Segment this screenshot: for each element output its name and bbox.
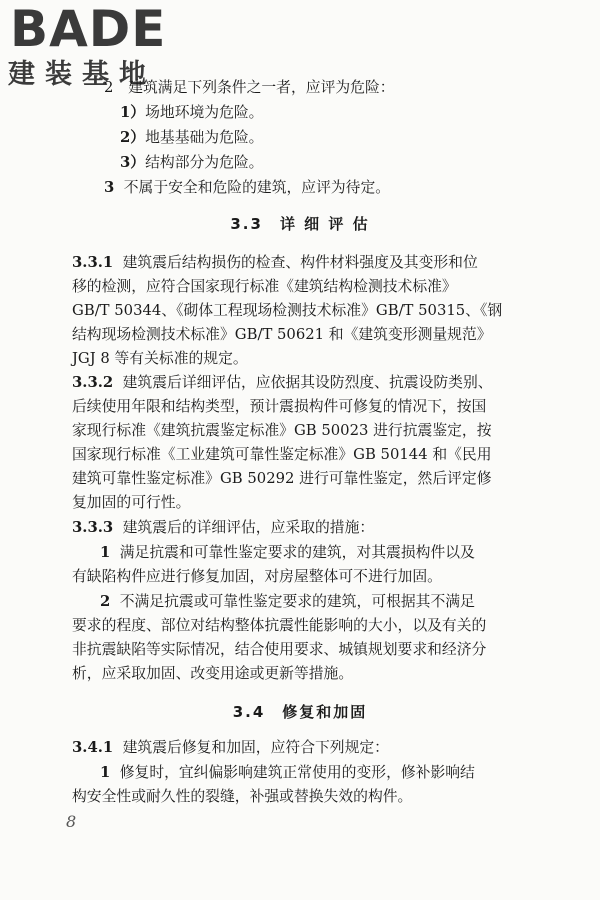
list-item bbox=[120, 103, 263, 123]
item-text: 不满足抗震或可靠性鉴定要求的建筑，可根据其不满足 bbox=[119, 593, 475, 610]
logo-wordmark: BADE bbox=[10, 0, 167, 58]
list-item bbox=[120, 128, 263, 148]
section-heading-3-4: 3.4 修复和加固 bbox=[232, 703, 368, 721]
clause-text: 建筑震后详细评估，应依据其设防烈度、抗震设防类别、 bbox=[122, 374, 493, 391]
item-text: 满足抗震和可靠性鉴定要求的建筑，对其震损构件以及 bbox=[119, 544, 475, 561]
clause-text-line: GB/T 50344、《砌体工程现场检测技术标准》GB/T 50315、《钢 bbox=[72, 302, 503, 319]
clause-text-line: 后续使用年限和结构类型，预计震损构件可修复的情况下，按国 bbox=[72, 398, 487, 415]
list-item-text: 结构部分为危险。 bbox=[145, 154, 264, 171]
clause-number: 3.3.1 bbox=[72, 254, 114, 271]
page-number: 8 bbox=[66, 812, 77, 831]
clause-number: 3.3.3 bbox=[72, 519, 114, 536]
clause-text-line: 要求的程度、部位对结构整体抗震性能影响的大小，以及有关的 bbox=[72, 617, 487, 634]
logo-subtitle: 建装基地 bbox=[8, 59, 156, 90]
clause-text-line: 构安全性或耐久性的裂缝，补强或替换失效的构件。 bbox=[72, 788, 413, 805]
item-number: 1 bbox=[100, 544, 111, 561]
clause-text-line: 有缺陷构件应进行修复加固，对房屋整体可不进行加固。 bbox=[72, 568, 442, 585]
clause-number: 3.3.2 bbox=[72, 374, 114, 391]
list-item-number: 3 bbox=[104, 179, 115, 196]
list-item bbox=[104, 178, 390, 198]
list-item bbox=[120, 153, 263, 173]
item-number: 2 bbox=[100, 593, 111, 610]
clause-3-3-2 bbox=[72, 373, 493, 393]
item-text: 修复时，宜纠偏影响建筑正常使用的变形，修补影响结 bbox=[119, 764, 475, 781]
list-item-text: 不属于安全和危险的建筑，应评为待定。 bbox=[123, 179, 391, 196]
clause-text-line: 析，应采取加固、改变用途或更新等措施。 bbox=[72, 665, 354, 682]
clause-3-4-1 bbox=[72, 738, 389, 758]
clause-text: 建筑震后结构损伤的检查、构件材料强度及其变形和位 bbox=[122, 254, 478, 271]
clause-number: 3.4.1 bbox=[72, 739, 114, 756]
list-item-number: 1） bbox=[120, 104, 146, 121]
list-item-text: 场地环境为危险。 bbox=[145, 104, 264, 121]
clause-text-line: 复加固的可行性。 bbox=[72, 494, 191, 511]
clause-3-3-3 bbox=[72, 518, 374, 538]
clause-3-2-item-2-intro: 2 建筑满足下列条件之一者，应评为危险： bbox=[104, 79, 395, 96]
clause-item bbox=[100, 763, 475, 783]
clause-item bbox=[100, 592, 475, 612]
clause-text-line: 非抗震缺陷等实际情况，结合使用要求、城镇规划要求和经济分 bbox=[72, 641, 487, 658]
section-heading-3-3: 3.3 详 细 评 估 bbox=[230, 215, 370, 233]
clause-text-line: 移的检测，应符合国家现行标准《建筑结构检测技术标准》 bbox=[72, 278, 457, 295]
clause-text-line: 国家现行标准《工业建筑可靠性鉴定标准》GB 50144 和《民用 bbox=[72, 446, 492, 463]
clause-text: 建筑震后的详细评估，应采取的措施： bbox=[122, 519, 375, 536]
clause-3-3-1 bbox=[72, 253, 478, 273]
clause-text-line: 建筑可靠性鉴定标准》GB 50292 进行可靠性鉴定，然后评定修 bbox=[72, 470, 492, 487]
clause-text: 建筑震后修复和加固，应符合下列规定： bbox=[122, 739, 389, 756]
clause-text-line: 结构现场检测技术标准》GB/T 50621 和《建筑变形测量规范》 bbox=[72, 326, 492, 343]
list-item-number: 2） bbox=[120, 129, 146, 146]
item-number: 1 bbox=[100, 764, 111, 781]
list-item-text: 地基基础为危险。 bbox=[145, 129, 264, 146]
clause-text-line: 家现行标准《建筑抗震鉴定标准》GB 50023 进行抗震鉴定，按 bbox=[72, 422, 492, 439]
clause-item bbox=[100, 543, 475, 563]
clause-text-line: JGJ 8 等有关标准的规定。 bbox=[72, 350, 248, 367]
list-item-number: 3） bbox=[120, 154, 146, 171]
